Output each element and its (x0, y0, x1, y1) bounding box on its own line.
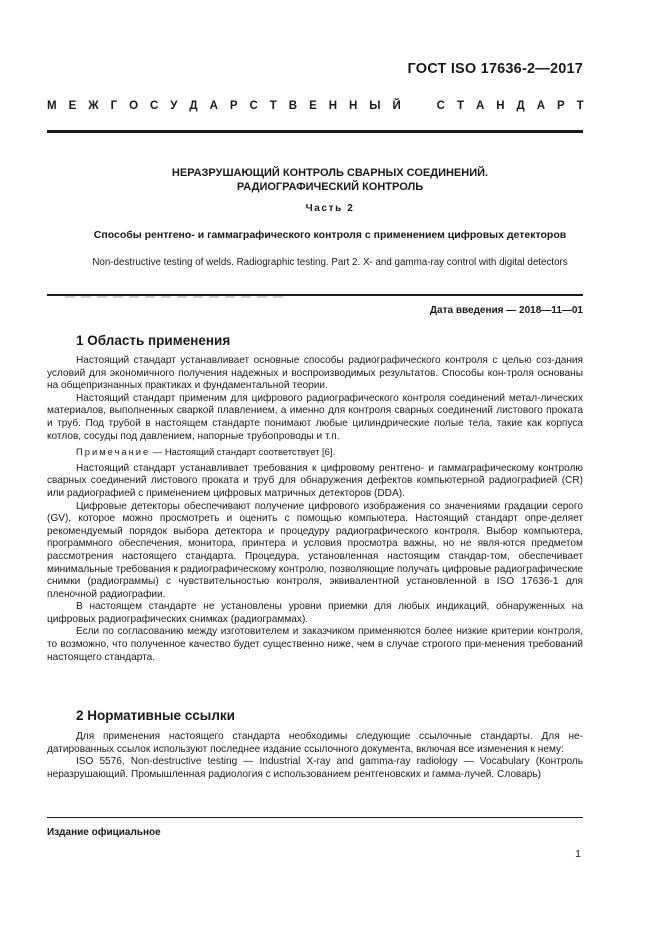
interstate-standard-banner (47, 100, 584, 112)
document-title (47, 166, 613, 194)
title-line-1: НЕРАЗРУШАЮЩИЙ КОНТРОЛЬ СВАРНЫХ СОЕДИНЕНИЙ. (171, 167, 489, 179)
banner-letter: Ы (369, 100, 381, 112)
page-number: 1 (575, 848, 581, 860)
banner-letter: А (536, 100, 545, 112)
banner-letter: Ж (88, 100, 99, 112)
paragraph: Настоящий стандарт устанавливает требования к цифровому рентгено- и гаммаграфическому контролю сварных соединений листового проката и труб для обнаружения дефектов компьютерной радиографией (CR) или радиографией с применением цифровых матричных детекторов (DDA). (47, 462, 583, 499)
banner-letter: А (475, 100, 485, 112)
faint-scan-artifact (65, 296, 285, 298)
banner-letter: Т (456, 100, 464, 112)
subtitle-russian: Способы рентгено- и гаммаграфического контроля с применением цифровых детекторов (93, 229, 567, 241)
banner-letter: Т (576, 100, 584, 112)
reference-entry: ISO 5576, Non-destructive testing — Industrial X-ray and gamma-ray radiology — Vocabulary (Контроль неразрушающий. Промышленная радиология с использованием рентгеновских и гамма-лучей. Словарь) (47, 756, 583, 780)
note (47, 446, 583, 459)
part-label: Часть 2 (305, 203, 355, 214)
subtitle-english: Non-destructive testing of welds. Radiographic testing. Part 2. X- and gamma-ray control with digital detectors (92, 257, 568, 268)
paragraph: Настоящий стандарт устанавливает основные способы радиографического контроля с целью соз-дания условий для экономичного получения надежных и воспроизводимых результатов. Способы кон-троля основаны на общепризнанных практиках и фундаментальной теории. (47, 355, 583, 392)
section-2-heading: 2 Нормативные ссылки (76, 708, 235, 723)
standard-code: ГОСТ ISO 17636-2—2017 (407, 61, 583, 77)
paragraph: Для применения настоящего стандарта необходимы следующие ссылочные стандарты. Для не-датированных ссылок используют последнее издание ссылочного документа, включая все изменения к нему: (47, 731, 583, 755)
banner-letter: А (209, 100, 218, 112)
official-edition-label: Издание официальное (47, 827, 161, 838)
banner-letter: М (47, 100, 57, 112)
paragraph: В настоящем стандарте не установлены уровни приемки для любых индикаций, обнаруженных на цифровых радиографических снимках (радиограммах). (47, 601, 583, 625)
note-text: — Настоящий стандарт соответствует [6]. (150, 446, 336, 458)
section-1-heading: 1 Область применения (76, 333, 231, 348)
banner-letter: Р (556, 100, 565, 112)
banner-letter: Д (516, 100, 525, 112)
paragraph: Если по согласованию между изготовителем и заказчиком применяются более низкие критерии контроля, то возможно, что полученное качество будет существенно ниже, чем в случае строгого при-менения требований настоящего стандарта. (47, 626, 583, 663)
paragraph: Цифровые детекторы обеспечивают получение цифрового изображения со значениями градации серого (GV), которое можно просмотреть и оценить с помощью компьютера. Настоящий стандарт опре-деляет рекомендуемый порядок выбора детектора и процедуру радиографического контроля. Выбор компьютера, программного обеспечения, монитора, принтера и условия просмотра важны, но не явля-ются предметом рассмотрения настоящего стандарта. Процедура, установленная настоящим стандар-том, обеспечивает минимальные требования к радиографическому контролю, позволяющие получать цифровые радиографические снимки (радиограммы) с чувствительностью контроля, эквивалентной установленной в ISO 17636-1 для пленочной радиографии. (47, 500, 583, 600)
footer-divider (47, 817, 583, 818)
banner-letter: Е (309, 100, 317, 112)
banner-letter: С (150, 100, 159, 112)
section-2-body (47, 731, 583, 781)
banner-letter: О (129, 100, 139, 112)
banner-letter: Н (328, 100, 338, 112)
banner-letter: Н (348, 100, 358, 112)
banner-letter: Р (229, 100, 238, 112)
section-1-body (47, 355, 583, 664)
title-line-2: РАДИОГРАФИЧЕСКИЙ КОНТРОЛЬ (236, 181, 424, 193)
banner-letter: Т (269, 100, 277, 112)
introduction-date: Дата введения — 2018—11—01 (429, 305, 583, 316)
banner-letter: Й (392, 100, 401, 112)
banner-letter: Г (110, 100, 118, 112)
header-divider (47, 130, 583, 133)
banner-letter: У (170, 100, 178, 112)
banner-letter: Н (496, 100, 505, 112)
banner-letter: С (249, 100, 258, 112)
paragraph: Настоящий стандарт применим для цифрового радиографического контроля соединений метал-лических материалов, выполненных сваркой плавлением, а именно для контроля сварных соединений листового проката и труб. Под трубой в настоящем стандарте понимают любые цилиндрические полые тела, такие как корпуса котлов, сосуды под давлением, напорные трубопроводы и т.п. (47, 392, 583, 442)
banner-letter: Е (68, 100, 77, 112)
banner-letter: Д (189, 100, 198, 112)
note-label: Примечание (76, 446, 151, 458)
banner-letter: В (288, 100, 298, 112)
banner-letter: С (436, 100, 445, 112)
